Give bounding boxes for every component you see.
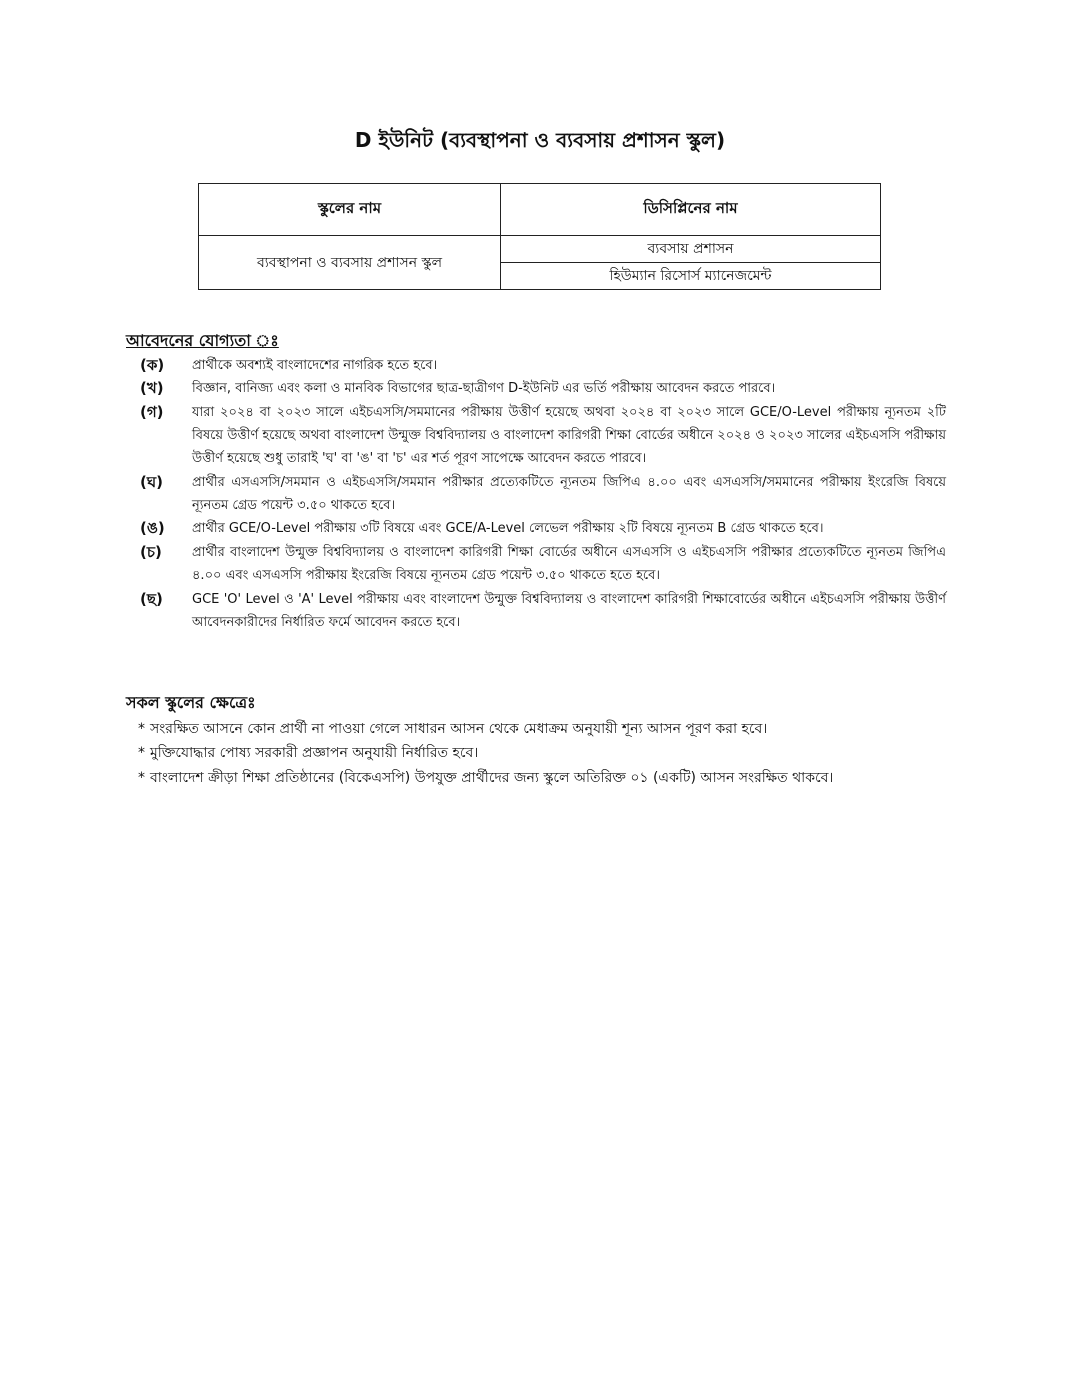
- note-text: মুক্তিযোদ্ধার পোষ্য সরকারী প্রজ্ঞাপন অনুযায়ী নির্ধারিত হবে।: [150, 745, 479, 761]
- item-marker: (ঙ): [140, 519, 165, 537]
- school-name-header: স্কুলের নাম: [199, 184, 501, 236]
- note-text: বাংলাদেশ ক্রীড়া শিক্ষা প্রতিষ্ঠানের (বিকেএসপি) উপযুক্ত প্রার্থীদের জন্য স্কুলে অতিরিক্ত ০১ (একটি) আসন সংরক্ষিত থাকবে।: [150, 770, 834, 786]
- item-text: প্রার্থীকে অবশ্যই বাংলাদেশের নাগরিক হতে হবে।: [192, 358, 438, 373]
- discipline-cell: হিউম্যান রিসোর্স ম্যানেজমেন্ট: [501, 263, 881, 290]
- item-marker: (ছ): [140, 590, 163, 608]
- item-text: GCE 'O' Level ও 'A' Level পরীক্ষায় এবং বাংলাদেশ উন্মুক্ত বিশ্ববিদ্যালয় ও বাংলাদেশ কারিগরী শিক্ষাবোর্ডের অধীনে এইচএসসি পরীক্ষায় উত্তীর্ণ আবেদনকারীদের নির্ধারিত ফর্মে আবেদন করতে হবে।: [192, 592, 946, 630]
- item-text: বিজ্ঞান, বানিজ্য এবং কলা ও মানবিক বিভাগের ছাত্র-ছাত্রীগণ D-ইউনিট এর ভর্তি পরীক্ষায় আবেদন করতে পারবে।: [192, 381, 776, 396]
- discipline-name-header: ডিসিপ্লিনের নাম: [501, 184, 881, 236]
- asterisk-bullet: *: [138, 721, 145, 737]
- item-text: প্রার্থীর এসএসসি/সমমান ও এইচএসসি/সমমান পরীক্ষার প্রত্যেকটিতে ন্যূনতম জিপিএ ৪.০০ এবং এসএসসি/সমমানের পরীক্ষায় ইংরেজি বিষয়ে ন্যূনতম গ্রেড পয়েন্ট ৩.৫০ থাকতে হবে।: [192, 475, 946, 513]
- table-header-row: [199, 184, 881, 236]
- school-name-cell: ব্যবস্থাপনা ও ব্যবসায় প্রশাসন স্কুল: [199, 236, 501, 290]
- item-marker: (গ): [140, 403, 164, 421]
- item-text: প্রার্থীর বাংলাদেশ উন্মুক্ত বিশ্ববিদ্যালয় ও বাংলাদেশ কারিগরী শিক্ষা বোর্ডের অধীনে এসএসসি ও এইচএসসি পরীক্ষার প্রত্যেকটিতে ন্যূনতম জিপিএ ৪.০০ এবং এসএসসি পরীক্ষায় ইংরেজি বিষয়ে ন্যূনতম গ্রেড পয়েন্ট ৩.৫০ থাকতে হতে হবে।: [192, 545, 946, 583]
- page-title: D ইউনিট (ব্যবস্থাপনা ও ব্যবসায় প্রশাসন স্কুল): [354, 128, 726, 152]
- item-text: যারা ২০২৪ বা ২০২৩ সালে এইচএসসি/সমমানের পরীক্ষায় উত্তীর্ণ হয়েছে অথবা ২০২৪ বা ২০২৩ সালে GCE/O-Level পরীক্ষায় ন্যূনতম ২টি বিষয়ে উত্তীর্ণ হয়েছে অথবা বাংলাদেশ উন্মুক্ত বিশ্ববিদ্যালয় ও বাংলাদেশ কারিগরী শিক্ষা বোর্ডের অধীনে ২০২৪ ও ২০২৩ সালের এইচএসসি পরীক্ষায় উত্তীর্ণ হয়েছে শুধু তারাই 'ঘ' বা 'ঙ' বা 'চ' এর শর্ত পূরণ সাপেক্ষে আবেদন করতে পারবে।: [192, 405, 946, 466]
- discipline-cell: ব্যবসায় প্রশাসন: [501, 236, 881, 263]
- item-marker: (ঘ): [140, 473, 163, 491]
- discipline-table: [198, 183, 881, 290]
- note-text: সংরক্ষিত আসনে কোন প্রার্থী না পাওয়া গেলে সাধারন আসন থেকে মেধাক্রম অনুযায়ী শূন্য আসন পূরণ করা হবে।: [150, 721, 768, 737]
- item-marker: (চ): [140, 543, 162, 561]
- asterisk-bullet: *: [138, 770, 145, 786]
- table-row: [199, 236, 881, 263]
- all-schools-heading: সকল স্কুলের ক্ষেত্রেঃ: [126, 693, 256, 712]
- asterisk-bullet: *: [138, 745, 145, 761]
- item-marker: (ক): [140, 356, 165, 374]
- item-marker: (খ): [140, 379, 164, 397]
- item-text: প্রার্থীর GCE/O-Level পরীক্ষায় ৩টি বিষয়ে এবং GCE/A-Level লেভেল পরীক্ষায় ২টি বিষয়ে ন্যূনতম B গ্রেড থাকতে হবে।: [192, 521, 824, 536]
- eligibility-heading: আবেদনের যোগ্যতা ঃ: [126, 331, 279, 350]
